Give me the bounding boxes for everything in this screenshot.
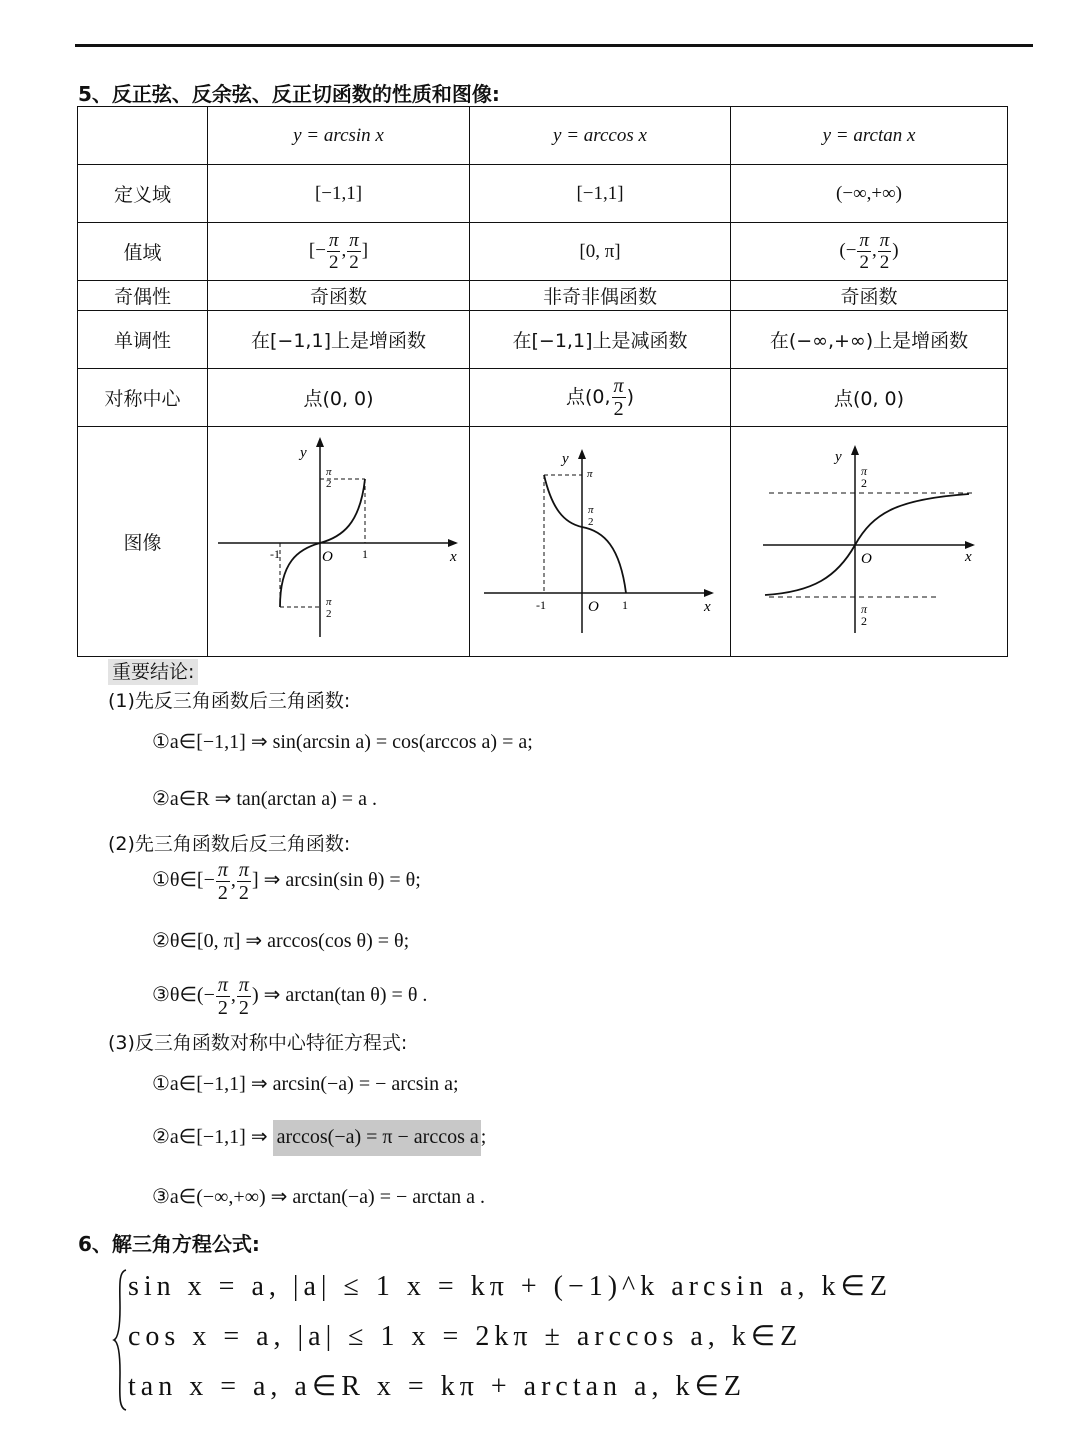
- parity-arctan: 奇函数: [731, 281, 1008, 311]
- center-arccos: 点(0, $\frac{\pi}{2}$ ): [470, 369, 731, 427]
- parity-arccos: 非奇非偶函数: [470, 281, 731, 311]
- graph-cell-arctan: [731, 427, 1008, 657]
- y-label: y: [299, 445, 307, 461]
- conclusions-heading: 重要结论:: [108, 657, 198, 684]
- arccos-curve: [544, 475, 626, 593]
- arcsin-graph: [210, 427, 468, 651]
- section-6-title: 6、解三角方程公式:: [78, 1232, 260, 1256]
- fraction-pi-over-2: $\frac{\pi}{2}$: [859, 230, 869, 273]
- corner-cell: [78, 107, 208, 165]
- row-graph: [78, 427, 1008, 657]
- fraction-pi-over-2: $\frac{\pi}{2}$: [349, 230, 359, 273]
- tick-neg-1: -1: [535, 598, 546, 612]
- row-label-range: 值域: [78, 223, 208, 281]
- y-axis-arrow: [578, 449, 586, 459]
- row-monotonic: [78, 311, 1008, 369]
- range-arcsin: [− $\frac{\pi}{2}$ , $\frac{\pi}{2}$ ]: [208, 223, 470, 281]
- row-label-graph: 图像: [78, 427, 208, 657]
- monotonic-arccos: 在[−1,1]上是减函数: [470, 311, 731, 369]
- fraction-pi-over-2: $\frac{\pi}{2}$: [238, 859, 249, 904]
- y-label: y: [834, 449, 842, 465]
- monotonic-arctan: 在(−∞,+∞)上是增函数: [731, 311, 1008, 369]
- domain-arcsin: [−1,1]: [208, 165, 470, 223]
- section-5-title: 5、反正弦、反余弦、反正切函数的性质和图像:: [78, 82, 500, 106]
- tick-neg-1: -1: [269, 547, 280, 561]
- row-range: [78, 223, 1008, 281]
- group1-formula-2: ②a∈R ⇒ tan(arctan a) = a .: [152, 788, 377, 810]
- col-arccos: y = arccos x: [470, 107, 731, 165]
- x-label: x: [449, 549, 457, 565]
- fraction-pi-over-2: $\frac{\pi}{2}$: [217, 974, 228, 1019]
- group3-title: (3)反三角函数对称中心特征方程式:: [108, 1032, 408, 1054]
- group2-formula-3: ③θ∈(− $\frac{\pi}{2}$ , $\frac{\pi}{2}$ ) ⇒ arctan(tan θ) = θ .: [152, 974, 428, 1019]
- pi-label: π: [860, 464, 867, 478]
- row-label-center: 对称中心: [78, 369, 208, 427]
- col-arcsin: y = arcsin x: [208, 107, 470, 165]
- range-arctan: (− $\frac{\pi}{2}$ , $\frac{\pi}{2}$ ): [731, 223, 1008, 281]
- row-center: [78, 369, 1008, 427]
- origin-label: O: [587, 599, 599, 615]
- properties-table: [77, 106, 1008, 657]
- tick-1: 1: [621, 598, 628, 612]
- table-header-row: [78, 107, 1008, 165]
- y-axis-arrow: [851, 445, 859, 455]
- top-rule: [75, 44, 1033, 47]
- group2-formula-2: ②θ∈[0, π] ⇒ arccos(cos θ) = θ;: [152, 930, 410, 952]
- monotonic-arcsin: 在[−1,1]上是增函数: [208, 311, 470, 369]
- y-axis-arrow: [316, 437, 324, 447]
- center-arcsin: 点(0, 0): [208, 369, 470, 427]
- domain-arccos: [−1,1]: [470, 165, 731, 223]
- row-parity: [78, 281, 1008, 311]
- neg-two-label: 2: [860, 614, 867, 628]
- group2-formula-1: ①θ∈[− $\frac{\pi}{2}$ , $\frac{\pi}{2}$ ] ⇒ arcsin(sin θ) = θ;: [152, 859, 421, 904]
- left-brace: [112, 1268, 128, 1412]
- parity-arcsin: 奇函数: [208, 281, 470, 311]
- fraction-pi-over-2: $\frac{\pi}{2}$: [879, 230, 890, 273]
- col-arctan: y = arctan x: [731, 107, 1008, 165]
- row-label-parity: 奇偶性: [78, 281, 208, 311]
- x-axis-arrow: [965, 541, 975, 549]
- fraction-pi-over-2: $\frac{\pi}{2}$: [217, 859, 228, 904]
- neg-pi-label: π: [325, 596, 332, 608]
- domain-arctan: (−∞,+∞): [731, 165, 1008, 223]
- row-label-domain: 定义域: [78, 165, 208, 223]
- graph-cell-arccos: [470, 427, 731, 657]
- x-label: x: [703, 599, 711, 615]
- origin-label: O: [860, 551, 872, 567]
- pi-label: π: [586, 468, 593, 480]
- half-pi-label: π: [587, 504, 594, 516]
- group3-formula-3: ③a∈(−∞,+∞) ⇒ arctan(−a) = − arctan a .: [152, 1186, 485, 1208]
- arccos-graph: [472, 427, 729, 651]
- pi-label: π: [325, 466, 332, 478]
- x-label: x: [964, 549, 972, 565]
- neg-two-label: 2: [325, 608, 331, 620]
- x-axis-arrow: [704, 589, 714, 597]
- tick-1: 1: [361, 547, 368, 561]
- solve-cos: cos x = a, |a| ≤ 1 x = 2kπ ± arccos a, k∈Z: [128, 1321, 803, 1352]
- origin-label: O: [321, 549, 333, 565]
- two-label: 2: [587, 516, 593, 528]
- solve-sin: sin x = a, |a| ≤ 1 x = kπ + (−1)^k arcsin a, k∈Z: [128, 1271, 892, 1302]
- y-label: y: [561, 451, 569, 467]
- group1-title: (1)先反三角函数后三角函数:: [108, 690, 351, 712]
- fraction-pi-over-2: $\frac{\pi}{2}$: [613, 375, 624, 420]
- row-label-monotonic: 单调性: [78, 311, 208, 369]
- group3-formula-2: ②a∈[−1,1] ⇒ arccos(−a) = π − arccos a ;: [152, 1124, 486, 1149]
- fraction-pi-over-2: $\frac{\pi}{2}$: [328, 230, 339, 273]
- two-label: 2: [325, 478, 331, 490]
- group3-formula-1: ①a∈[−1,1] ⇒ arcsin(−a) = − arcsin a;: [152, 1073, 459, 1095]
- arctan-graph: [733, 427, 1006, 651]
- solve-tan: tan x = a, a∈R x = kπ + arctan a, k∈Z: [128, 1371, 746, 1402]
- neg-pi-label: π: [860, 602, 867, 616]
- two-label: 2: [860, 476, 867, 490]
- fraction-pi-over-2: $\frac{\pi}{2}$: [238, 974, 249, 1019]
- center-arctan: 点(0, 0): [731, 369, 1008, 427]
- graph-cell-arcsin: [208, 427, 470, 657]
- group1-formula-1: ①a∈[−1,1] ⇒ sin(arcsin a) = cos(arccos a) = a;: [152, 731, 533, 753]
- range-arccos: [0, π]: [470, 223, 731, 281]
- solve-formulas: [128, 1262, 892, 1412]
- group2-title: (2)先三角函数后反三角函数:: [108, 833, 351, 855]
- row-domain: [78, 165, 1008, 223]
- x-axis-arrow: [448, 539, 458, 547]
- highlighted-formula: arccos(−a) = π − arccos a: [273, 1120, 481, 1156]
